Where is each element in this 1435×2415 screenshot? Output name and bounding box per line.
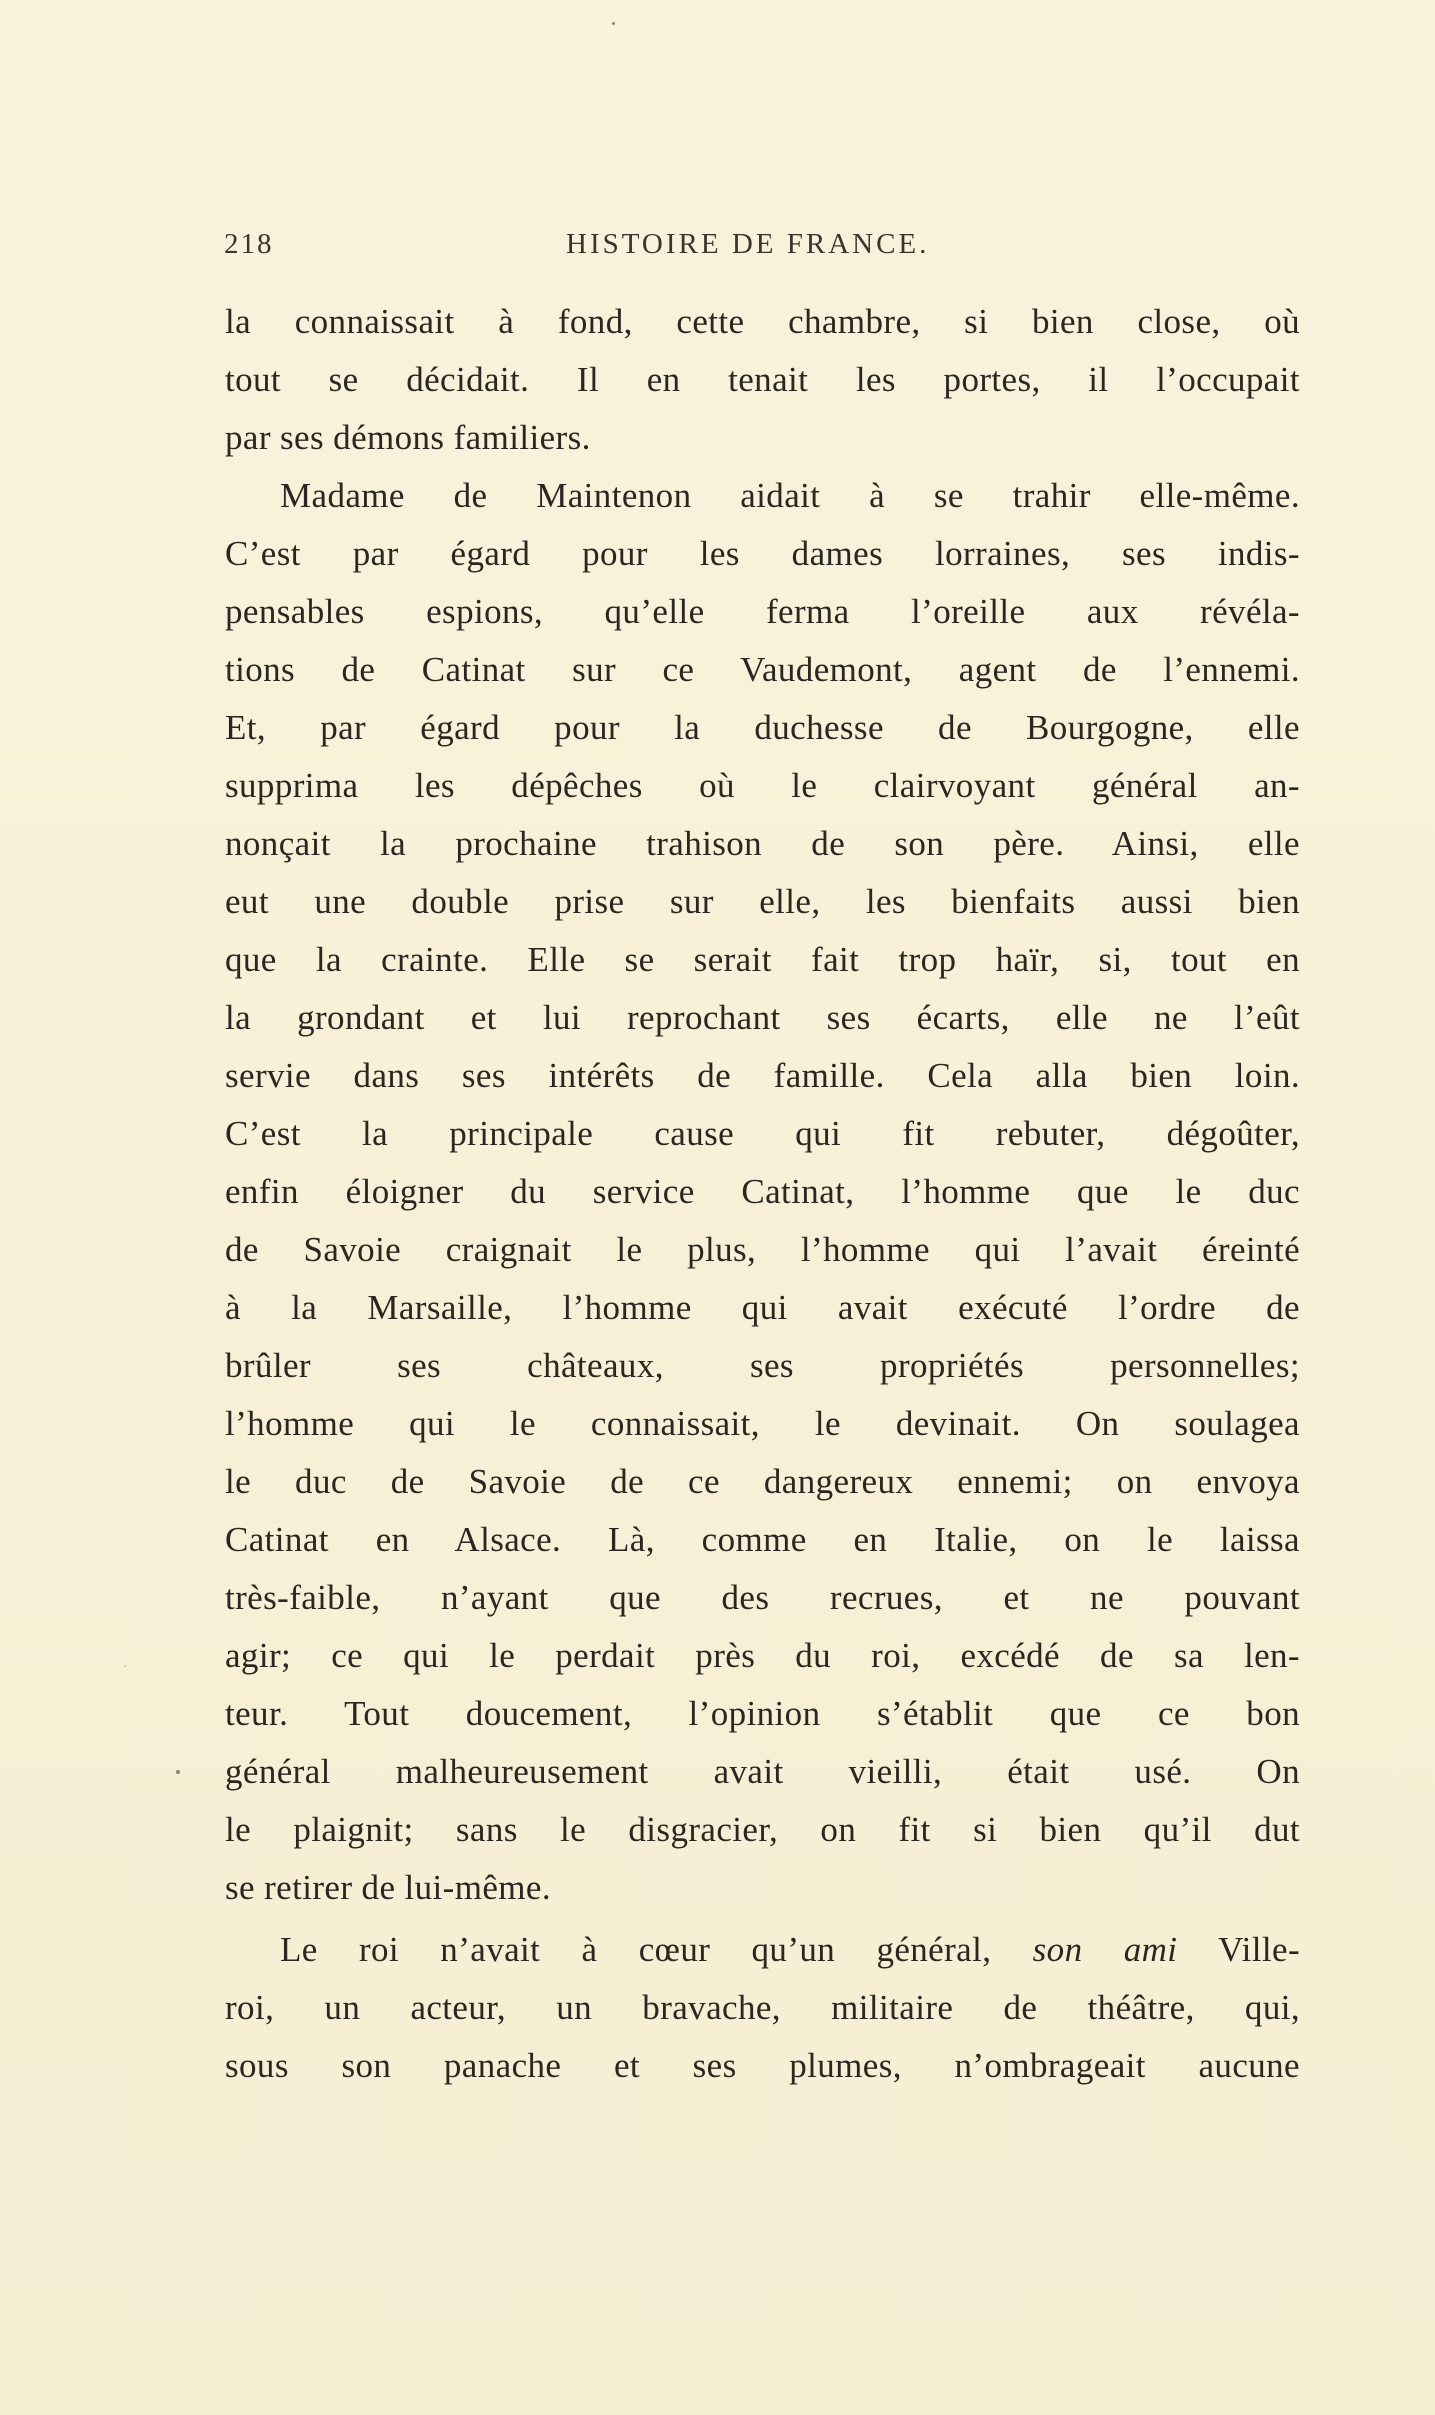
italic-text-run: son ami	[1032, 1930, 1178, 1969]
text-line: eut une double prise sur elle, les bienfaits aussi bien	[225, 882, 1300, 921]
text-line: brûler ses châteaux, ses propriétés personnelles;	[225, 1346, 1300, 1385]
text-line: Catinat en Alsace. Là, comme en Italie, on le laissa	[225, 1520, 1300, 1559]
text-line: que la crainte. Elle se serait fait trop haïr, si, tout en	[225, 940, 1300, 979]
text-line: le duc de Savoie de ce dangereux ennemi; on envoya	[225, 1462, 1300, 1501]
text-line: général malheureusement avait vieilli, était usé. On	[225, 1752, 1300, 1791]
paper-speck	[176, 1770, 180, 1774]
text-line: la grondant et lui reprochant ses écarts, elle ne l’eût	[225, 998, 1300, 1037]
text-line: la connaissait à fond, cette chambre, si bien close, où	[225, 302, 1300, 341]
text-line: de Savoie craignait le plus, l’homme qui l’avait éreinté	[225, 1230, 1300, 1269]
text-run: Ville-	[1218, 1930, 1300, 1969]
page-number: 218	[224, 228, 274, 260]
text-line: le plaignit; sans le disgracier, on fit si bien qu’il dut	[225, 1810, 1300, 1849]
text-line: pensables espions, qu’elle ferma l’oreille aux révéla-	[225, 592, 1300, 631]
text-line: tout se décidait. Il en tenait les portes, il l’occupait	[225, 360, 1300, 399]
text-line: supprima les dépêches où le clairvoyant général an-	[225, 766, 1300, 805]
paper-speck	[612, 22, 615, 25]
text-line: se retirer de lui-même.	[225, 1868, 551, 1907]
text-line: servie dans ses intérêts de famille. Cela alla bien loin.	[225, 1056, 1300, 1095]
text-line: l’homme qui le connaissait, le devinait. On soulagea	[225, 1404, 1300, 1443]
text-line: agir; ce qui le perdait près du roi, excédé de sa len-	[225, 1636, 1300, 1675]
text-line: enfin éloigner du service Catinat, l’homme que le duc	[225, 1172, 1300, 1211]
text-line: sous son panache et ses plumes, n’ombrageait aucune	[225, 2046, 1300, 2085]
text-run: Le roi n’avait à cœur qu’un général,	[280, 1930, 992, 1969]
text-line: nonçait la prochaine trahison de son père. Ainsi, elle	[225, 824, 1300, 863]
text-line: Madame de Maintenon aidait à se trahir elle-même.	[280, 476, 1300, 515]
text-line: Et, par égard pour la duchesse de Bourgogne, elle	[225, 708, 1300, 747]
text-line: à la Marsaille, l’homme qui avait exécuté l’ordre de	[225, 1288, 1300, 1327]
text-line: tions de Catinat sur ce Vaudemont, agent de l’ennemi.	[225, 650, 1300, 689]
text-line: C’est la principale cause qui fit rebuter, dégoûter,	[225, 1114, 1300, 1153]
running-title: HISTOIRE DE FRANCE.	[566, 228, 930, 260]
paper-speck	[124, 1665, 126, 1667]
text-line-with-italic	[280, 1928, 1300, 1972]
text-line: teur. Tout doucement, l’opinion s’établit que ce bon	[225, 1694, 1300, 1733]
text-line: très-faible, n’ayant que des recrues, et ne pouvant	[225, 1578, 1300, 1617]
text-line: C’est par égard pour les dames lorraines, ses indis-	[225, 534, 1300, 573]
text-line: par ses démons familiers.	[225, 418, 591, 457]
text-line: roi, un acteur, un bravache, militaire de théâtre, qui,	[225, 1988, 1300, 2027]
